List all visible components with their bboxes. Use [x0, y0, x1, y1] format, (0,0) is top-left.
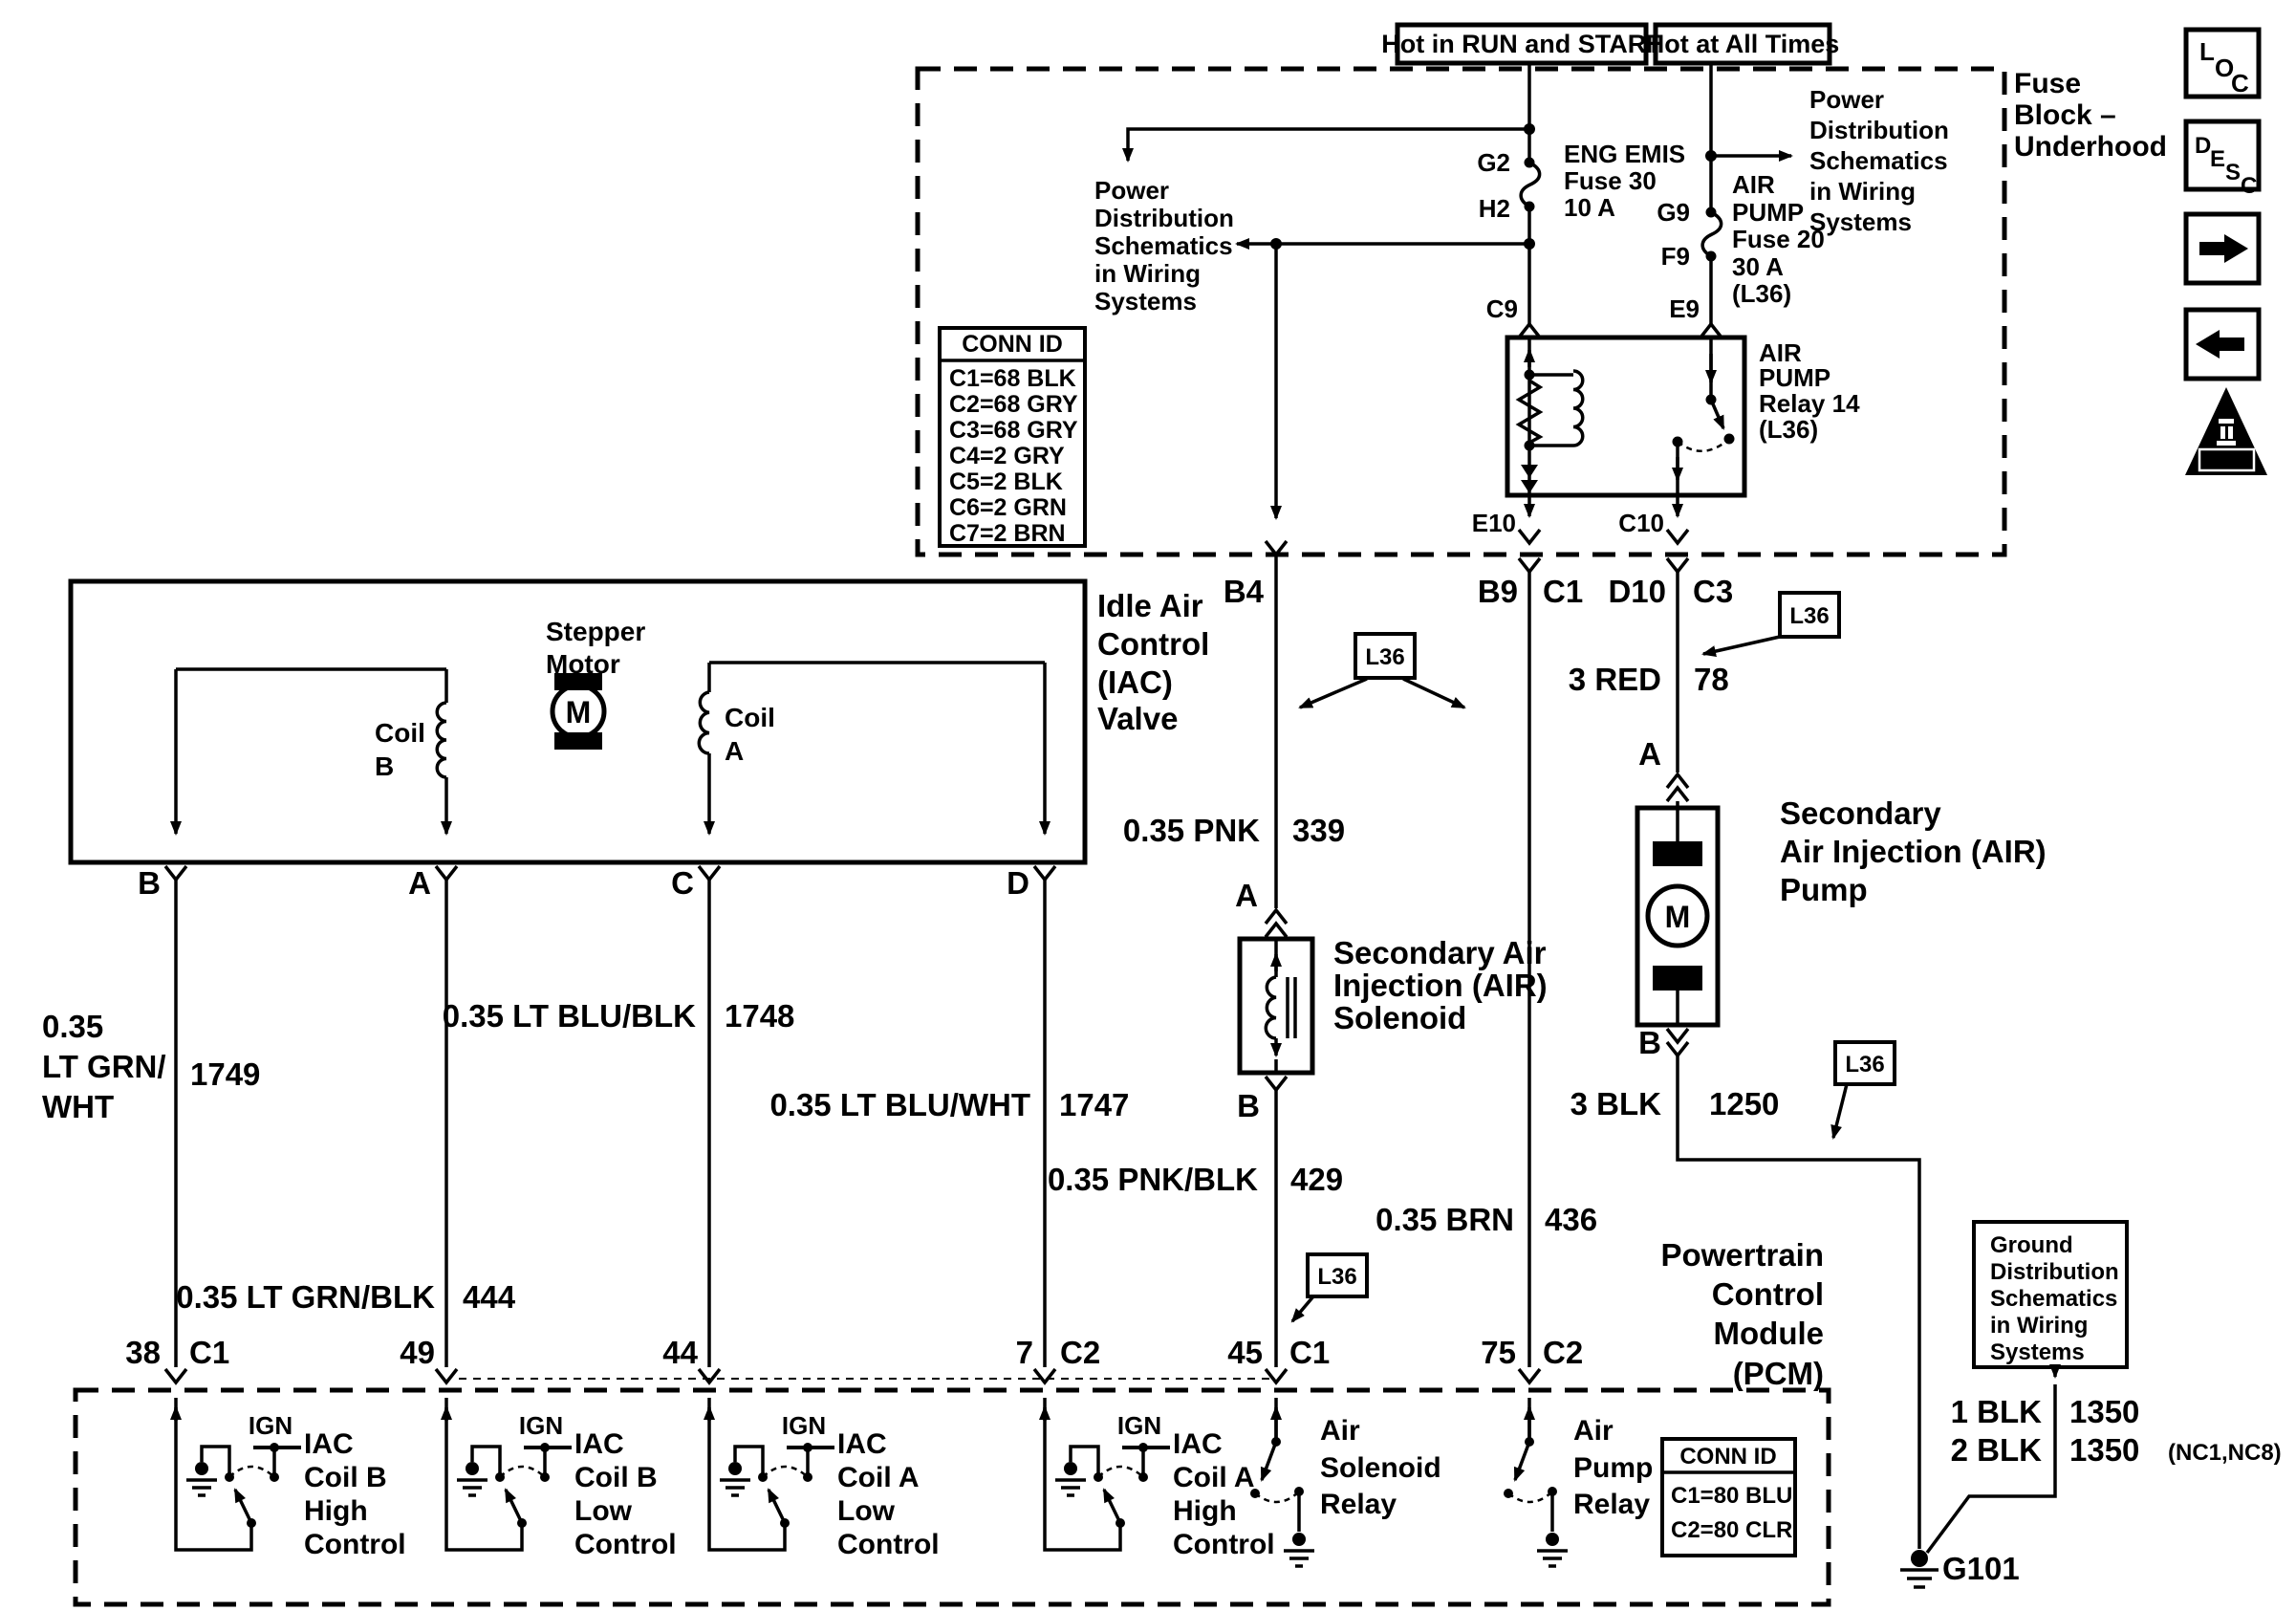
svg-text:Pump: Pump	[1573, 1452, 1654, 1484]
air-pump-fuse-label: (L36)	[1732, 279, 1792, 308]
power-dist-left-line: Systems	[1094, 287, 1197, 316]
l36-tag: L36	[1317, 1264, 1357, 1290]
loc-icon[interactable]	[2186, 30, 2259, 98]
air-pump-fuse-label: AIR	[1732, 170, 1775, 199]
iac-term-b: B	[138, 865, 161, 901]
pin-44: 44	[662, 1335, 698, 1370]
iac-valve	[71, 581, 1209, 901]
circuit-1749: 1749	[190, 1056, 261, 1092]
conn-id-row: C2=68 GRY	[949, 391, 1078, 418]
air-pump-motor-icon	[1637, 801, 1718, 1025]
wiring-diagram-page: IGN Hot in RUN and START Hot at All Times Fuse Block – Underhood G2 H2 ENG EMIS Fuse 30 10 A G9 F9 AIR PUMP Fuse 20 30 A (L36) Power Distribution Schematics in Wiring Systems Power Distribution Schematics in Wiring Systems CONN ID C1=68 BLK C2=68 GRY C3=68 GRY C4=2 GRY C5=2 BLK C6=2 GRN C7=2 BRN C9 E9 AIR PUMP Relay 14 (L36) E10 C10 B4 B9 C1 D10 C3 Idle Air Control (IAC) Valve Coil B Coil A M Stepper Motor B A C D 0.35 LT GRN/ WHT 1749 0.35 LT GRN/BLK 444 0.35 LT BLU/BLK 1748 0.35 LT BLU/WHT 1747 0.35 PNK 339 A Secondary Air Injection (AIR) Solenoid B 0.35 PNK/BLK 429 0.35 BRN 436 3 RED 78 A M Secondary Air Injection (AIR) Pump B 3 BLK 1250 Ground Distribution Schematics in Wiring Systems 1 BLK 1350 2 BLK 1350 (NC1,NC8) G101 L36 L36 L36 L36 Powertrain Control Module (PCM) 38 C1 49 44 7 C2 45 C1 75 C2 IAC Coil B High Control IAC Coil B Low Control IAC Coil A Low Control IAC Coil A High Control Air Solenoid Relay Air Pump Relay CONN ID C1=80 BLU C2=80 CLR L O C D E S C OBD II	[0, 0, 2296, 1611]
conn-id-row: C7=2 BRN	[949, 520, 1066, 547]
svg-text:Solenoid: Solenoid	[1320, 1452, 1441, 1484]
iac-valve-title: Control	[1097, 626, 1210, 662]
solenoid-label: Injection (AIR)	[1333, 968, 1548, 1003]
circuit-78: 78	[1694, 662, 1729, 697]
pcm-title: Module	[1713, 1316, 1824, 1351]
pump-label: Pump	[1780, 872, 1868, 907]
pump-label: Air Injection (AIR)	[1780, 834, 2047, 869]
svg-text:IAC: IAC	[304, 1428, 354, 1460]
pin-45: 45	[1227, 1335, 1263, 1370]
conn-id-row: C3=68 GRY	[949, 417, 1078, 444]
svg-text:IAC: IAC	[837, 1428, 887, 1460]
wire-label-blu-blk: 0.35 LT BLU/BLK	[442, 998, 696, 1034]
solenoid-label: Secondary Air	[1333, 935, 1547, 970]
svg-text:S: S	[2225, 160, 2242, 185]
power-dist-right-line: Schematics	[1809, 146, 1948, 175]
svg-text:O: O	[2215, 54, 2235, 82]
power-dist-right-line: in Wiring	[1809, 177, 1916, 206]
air-solenoid-icon	[1240, 939, 1312, 1073]
power-dist-right-line: Power	[1809, 85, 1885, 114]
pin-e10: E10	[1471, 509, 1516, 537]
fuse-block-conn-id-table	[940, 328, 1085, 547]
coil-b-label: B	[375, 751, 395, 781]
nav-icon-strip[interactable]	[2185, 30, 2267, 475]
svg-text:Air: Air	[1573, 1415, 1614, 1447]
relay-label: (L36)	[1759, 415, 1819, 444]
iac-term-a: A	[408, 865, 431, 901]
pump-motor-letter: M	[1664, 900, 1691, 934]
pin-h2: H2	[1478, 194, 1510, 223]
circuit-1350-note: (NC1,NC8)	[2168, 1440, 2282, 1466]
driver-label-38	[304, 1428, 406, 1560]
connector-b4: B4	[1223, 574, 1264, 609]
coil-a-label: A	[725, 736, 745, 766]
obd2-label: OBD II	[2201, 451, 2251, 469]
fuse-block-underhood	[918, 25, 2167, 555]
connector-d10: D10	[1608, 574, 1666, 609]
conn-id-row: C6=2 GRN	[949, 494, 1067, 521]
pcm-title: Control	[1711, 1276, 1824, 1312]
pin-e9: E9	[1669, 294, 1700, 323]
pin-75: 75	[1481, 1335, 1516, 1370]
svg-text:Coil A: Coil A	[1173, 1462, 1255, 1493]
circuit-1350b: 1350	[2069, 1432, 2140, 1468]
power-dist-right-line: Distribution	[1809, 116, 1949, 144]
iac-wires	[42, 880, 1129, 1382]
hot-in-run-label: Hot in RUN and START	[1381, 30, 1662, 58]
svg-text:IAC: IAC	[1173, 1428, 1223, 1460]
svg-text:Relay: Relay	[1320, 1489, 1397, 1520]
branch-power-dist-left-down	[1128, 129, 1529, 161]
pcm-conn-id-table	[1662, 1439, 1795, 1556]
iac-valve-title: Valve	[1097, 701, 1179, 736]
svg-text:Coil B: Coil B	[574, 1462, 658, 1493]
coil-b-label: Coil	[375, 718, 425, 748]
svg-text:High: High	[1173, 1495, 1237, 1527]
pin-38: 38	[125, 1335, 161, 1370]
ground-dist-line: Ground	[1990, 1232, 2073, 1258]
power-dist-left-line: Distribution	[1094, 204, 1234, 232]
conn-id-row: C2=80 CLR	[1671, 1517, 1793, 1543]
conn-id-title: CONN ID	[1679, 1444, 1777, 1469]
motor-letter: M	[565, 695, 592, 729]
ground-distribution	[1900, 1222, 2282, 1587]
power-dist-left-line: Power	[1094, 176, 1170, 205]
l36-tag: L36	[1789, 603, 1830, 629]
circuit-339: 339	[1292, 813, 1346, 848]
pin-g9: G9	[1657, 198, 1690, 227]
eng-emis-fuse	[1477, 63, 1685, 324]
circuit-1747: 1747	[1059, 1087, 1130, 1122]
svg-text:C: C	[2231, 69, 2249, 98]
relay-label: AIR	[1759, 338, 1802, 367]
circuit-444: 444	[463, 1279, 516, 1315]
power-dist-left-callout	[1094, 176, 1234, 316]
next-arrow-icon[interactable]	[2186, 214, 2259, 283]
pin-c10: C10	[1618, 509, 1664, 537]
pin-38-conn: C1	[189, 1335, 230, 1370]
wire-label-blu-wht: 0.35 LT BLU/WHT	[769, 1087, 1030, 1122]
relay-label: PUMP	[1759, 363, 1831, 392]
connector-b9: B9	[1477, 574, 1518, 609]
svg-text:E: E	[2210, 146, 2226, 172]
svg-text:Coil A: Coil A	[837, 1462, 920, 1493]
wire-label-blk: 3 BLK	[1570, 1086, 1661, 1121]
power-dist-left-line: Schematics	[1094, 231, 1233, 260]
solenoid-term-a: A	[1235, 878, 1258, 913]
pin-45-conn: C1	[1289, 1335, 1331, 1370]
pcm-title: Powertrain	[1660, 1237, 1824, 1273]
solenoid-label: Solenoid	[1333, 1000, 1467, 1035]
svg-text:Control: Control	[304, 1529, 406, 1560]
stepper-label: Stepper	[546, 617, 646, 646]
circuit-436: 436	[1545, 1202, 1598, 1237]
pcm-title: (PCM)	[1732, 1356, 1824, 1391]
air-pump-fuse	[1657, 63, 1825, 324]
iac-term-d: D	[1007, 865, 1029, 901]
air-pump-fuse-label: Fuse 20	[1732, 225, 1825, 253]
svg-text:Low: Low	[574, 1495, 632, 1527]
l36-tag: L36	[1845, 1052, 1885, 1078]
svg-text:C: C	[2241, 173, 2258, 199]
wire-label-pnk: 0.35 PNK	[1122, 813, 1260, 848]
stepper-label: Motor	[546, 649, 620, 679]
eng-emis-label: 10 A	[1564, 193, 1615, 222]
fuse-block-title: Block –	[2014, 99, 2116, 131]
circuit-1250: 1250	[1709, 1086, 1780, 1121]
hot-at-all-times-label: Hot at All Times	[1645, 30, 1840, 58]
svg-text:Low: Low	[837, 1495, 895, 1527]
connector-c3: C3	[1693, 574, 1734, 609]
ground-dist-line: Schematics	[1990, 1286, 2118, 1312]
wire-label-2blk: 2 BLK	[1950, 1432, 2042, 1468]
solenoid-term-b: B	[1237, 1088, 1260, 1123]
desc-icon[interactable]	[2186, 121, 2259, 199]
svg-text:Control: Control	[574, 1529, 677, 1560]
obd2-icon	[2185, 387, 2267, 475]
ground-dist-line: Systems	[1990, 1339, 2085, 1365]
svg-text:Relay: Relay	[1573, 1489, 1651, 1520]
svg-text:Air: Air	[1320, 1415, 1360, 1447]
relay-label: Relay 14	[1759, 389, 1860, 418]
power-dist-left-line: in Wiring	[1094, 259, 1201, 288]
eng-emis-label: Fuse 30	[1564, 166, 1657, 195]
svg-text:D: D	[2195, 133, 2212, 159]
driver-label-49	[574, 1428, 677, 1560]
pump-term-b: B	[1638, 1025, 1661, 1060]
pin-49: 49	[400, 1335, 435, 1370]
iac-valve-title: Idle Air	[1097, 588, 1203, 623]
wire-label-brn: 0.35 BRN	[1375, 1202, 1514, 1237]
pin-7-conn: C2	[1060, 1335, 1101, 1370]
pin-f9: F9	[1660, 242, 1690, 271]
prev-arrow-icon[interactable]	[2186, 310, 2259, 379]
iac-valve-title: (IAC)	[1097, 664, 1173, 700]
wire-label-1blk: 1 BLK	[1950, 1394, 2042, 1429]
driver-label-44	[837, 1428, 940, 1560]
circuit-1748: 1748	[725, 998, 795, 1034]
conn-id-row: C1=80 BLU	[1671, 1483, 1793, 1509]
pin-7: 7	[1015, 1335, 1033, 1370]
power-dist-right-line: Systems	[1809, 207, 1912, 236]
circuit-429: 429	[1290, 1162, 1344, 1197]
wire-label-red: 3 RED	[1568, 662, 1661, 697]
air-pump-fuse-label: 30 A	[1732, 252, 1784, 281]
svg-text:High: High	[304, 1495, 368, 1527]
driver-label-45	[1320, 1415, 1441, 1520]
fuse-block-connectors	[1224, 238, 1733, 609]
coil-a-label: Coil	[725, 703, 775, 732]
wire-label-grn-wht: WHT	[42, 1089, 115, 1124]
driver-label-75	[1573, 1415, 1653, 1520]
power-dist-right-callout	[1809, 85, 1949, 236]
pin-c9: C9	[1485, 294, 1518, 323]
svg-text:Control: Control	[1173, 1529, 1275, 1560]
circuit-1350a: 1350	[2069, 1394, 2140, 1429]
svg-text:L: L	[2199, 37, 2215, 66]
svg-text:IAC: IAC	[574, 1428, 624, 1460]
pin-75-conn: C2	[1543, 1335, 1584, 1370]
iac-term-c: C	[671, 865, 694, 901]
ground-dist-line: Distribution	[1990, 1259, 2119, 1285]
pin-g2: G2	[1477, 148, 1510, 177]
connector-c1: C1	[1543, 574, 1584, 609]
wire-label-grn-wht: 0.35	[42, 1009, 104, 1044]
fuse-block-title: Fuse	[2014, 68, 2082, 99]
conn-id-row: C1=68 BLK	[949, 365, 1076, 392]
fuse-block-title: Underhood	[2014, 131, 2167, 163]
conn-id-row: C4=2 GRY	[949, 443, 1065, 469]
air-pump-fuse-label: PUMP	[1732, 198, 1805, 227]
svg-text:Coil B: Coil B	[304, 1462, 387, 1493]
wire-label-grn-blk: 0.35 LT GRN/BLK	[176, 1279, 435, 1315]
conn-id-row: C5=2 BLK	[949, 468, 1063, 495]
eng-emis-label: ENG EMIS	[1564, 140, 1686, 168]
g101-label: G101	[1942, 1551, 2020, 1586]
wire-label-grn-wht: LT GRN/	[42, 1049, 166, 1084]
pump-term-a: A	[1638, 736, 1661, 772]
stepper-motor-icon	[546, 617, 645, 750]
pump-label: Secondary	[1780, 795, 1941, 831]
l36-tag: L36	[1365, 644, 1405, 670]
wire-label-pnk-blk: 0.35 PNK/BLK	[1047, 1162, 1258, 1197]
svg-text:Control: Control	[837, 1529, 940, 1560]
conn-id-title: CONN ID	[962, 331, 1063, 358]
ground-dist-line: in Wiring	[1990, 1313, 2089, 1339]
